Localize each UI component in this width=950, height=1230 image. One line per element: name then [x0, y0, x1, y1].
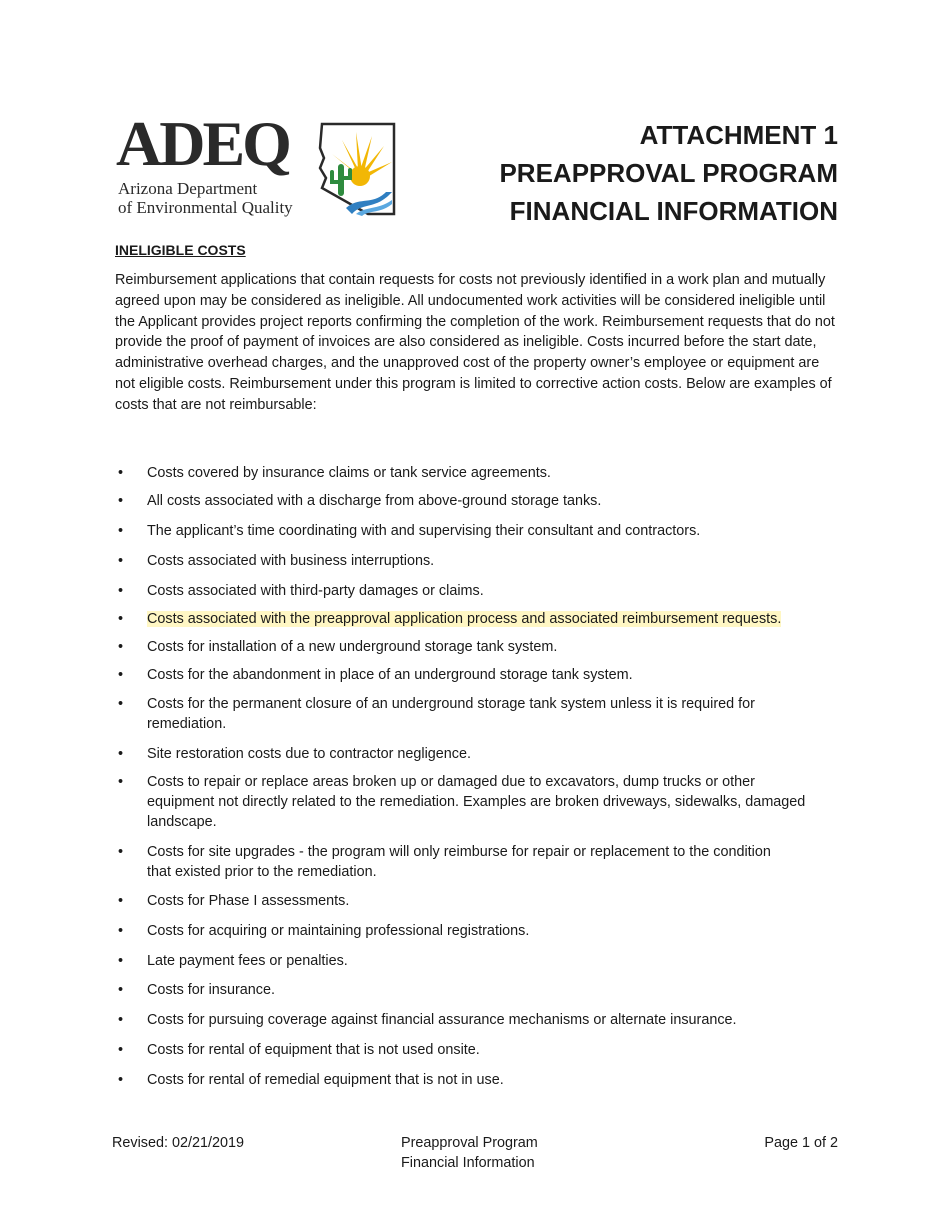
title-line-1: ATTACHMENT 1	[639, 120, 838, 150]
list-item-text: Costs for insurance.	[147, 982, 275, 998]
bullet-icon: •	[118, 583, 124, 599]
list-item-text: Site restoration costs due to contractor negligence.	[147, 746, 471, 762]
list-item-text: Costs for site upgrades - the program will only reimburse for repair or replacement to the condition that existed prior to the remediation.	[147, 844, 771, 880]
bullet-icon: •	[118, 523, 124, 539]
list-item-text: Costs for rental of remedial equipment that is not in use.	[147, 1072, 504, 1088]
list-item-text: Costs for pursuing coverage against financial assurance mechanisms or alternate insurance.	[147, 1012, 737, 1028]
bullet-icon: •	[118, 493, 124, 509]
bullet-icon: •	[118, 982, 124, 998]
bullet-icon: •	[118, 611, 124, 627]
footer-page-number: Page 1 of 2	[764, 1135, 838, 1151]
bullet-icon: •	[118, 696, 124, 712]
highlighted-text: Costs associated with the preapproval application process and associated reimbursement requests.	[147, 611, 782, 627]
bullet-icon: •	[118, 1042, 124, 1058]
list-item-text: Costs for Phase I assessments.	[147, 893, 350, 909]
list-item-text: Costs for installation of a new underground storage tank system.	[147, 639, 558, 655]
footer-center-line-2: Financial Information	[401, 1155, 535, 1171]
logo-line-1: Arizona Department	[118, 179, 258, 198]
bullet-icon: •	[118, 844, 124, 860]
bullet-icon: •	[118, 893, 124, 909]
list-item-text: Costs for rental of equipment that is not used onsite.	[147, 1042, 480, 1058]
title-line-3: FINANCIAL INFORMATION	[509, 196, 838, 226]
list-item-text: Costs associated with third-party damages or claims.	[147, 583, 484, 599]
logo-line-2: of Environmental Quality	[118, 198, 293, 217]
footer-document-name	[401, 1133, 538, 1173]
list-item-text: Costs associated with business interruptions.	[147, 553, 435, 569]
bullet-icon: •	[118, 923, 124, 939]
bullet-icon: •	[118, 746, 124, 762]
list-item-text: Costs to repair or replace areas broken up or damaged due to excavators, dump trucks or other equipment not directly related to the remediation. Examples are broken driveways, sidewalks, damaged landscape.	[147, 774, 806, 830]
logo-acronym: ADEQ	[116, 108, 289, 179]
section-heading: INELIGIBLE COSTS	[115, 242, 246, 258]
bullet-icon: •	[118, 774, 124, 790]
list-item-text: Costs for the permanent closure of an underground storage tank system unless it is required for remediation.	[147, 696, 755, 732]
intro-paragraph: Reimbursement applications that contain requests for costs not previously identified in a work plan and mutually agreed upon may be considered as ineligible. All undocumented work activities will be considered ineligible until the Applicant provides project reports confirming the completion of the work. Reimbursement requests that do not provide the proof of payment of invoices are also considered as ineligible. Costs incurred before the start date, administrative overhead charges, and the unapproved cost of the property owner’s employee or equipment are not eligible costs. Reimbursement under this program is limited to corrective action costs. Below are examples of costs that are not reimbursable:	[115, 272, 835, 413]
bullet-icon: •	[118, 639, 124, 655]
list-item-text: The applicant’s time coordinating with and supervising their consultant and contractors.	[147, 523, 701, 539]
bullet-icon: •	[118, 1072, 124, 1088]
list-item-text: Late payment fees or penalties.	[147, 953, 348, 969]
bullet-icon: •	[118, 465, 124, 481]
footer-revised-date: Revised: 02/21/2019	[112, 1135, 245, 1151]
bullet-icon: •	[118, 1012, 124, 1028]
list-item-text: All costs associated with a discharge from above-ground storage tanks.	[147, 493, 602, 509]
footer-center-line-1: Preapproval Program	[401, 1135, 538, 1151]
list-item-text: Costs for the abandonment in place of an underground storage tank system.	[147, 667, 633, 683]
list-item-text: Costs for acquiring or maintaining professional registrations.	[147, 923, 530, 939]
bullet-icon: •	[118, 953, 124, 969]
list-item-text: Costs covered by insurance claims or tank service agreements.	[147, 465, 551, 481]
bullet-icon: •	[118, 667, 124, 683]
bullet-icon: •	[118, 553, 124, 569]
title-line-2: PREAPPROVAL PROGRAM	[499, 158, 838, 188]
